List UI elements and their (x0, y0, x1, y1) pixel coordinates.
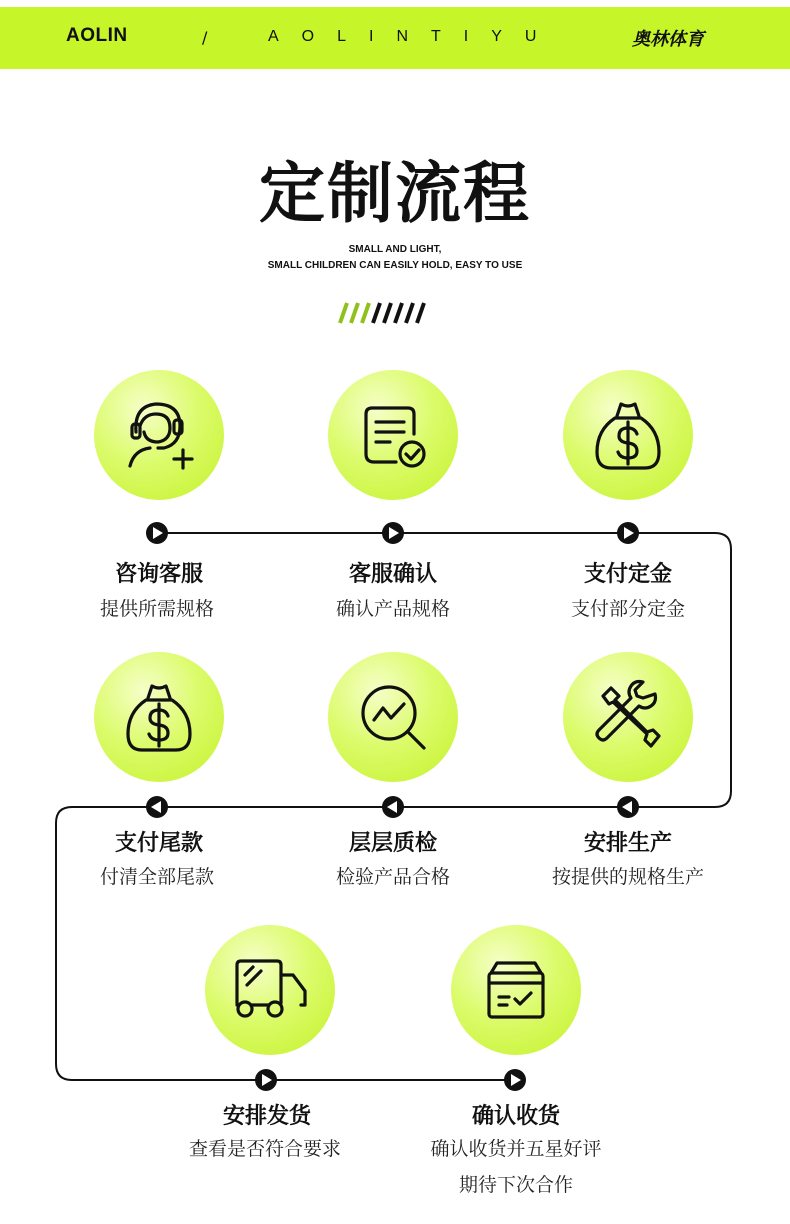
step-1-desc: 提供所需规格 (99, 598, 214, 620)
step-4-desc: 付清全部尾款 (99, 866, 214, 888)
page-title: 定制流程 (259, 155, 531, 232)
flow-marker-right-icon (382, 522, 404, 544)
subtitle-line-2: SMALL CHILDREN CAN EASILY HOLD, EASY TO USE (267, 260, 523, 271)
step-5-circle (328, 652, 458, 782)
step-5-title: 层层质检 (348, 831, 437, 856)
step-4-title: 支付尾款 (114, 831, 203, 856)
step-7-desc: 查看是否符合要求 (188, 1138, 341, 1160)
spaced-brand-text: AOLINTIYU (268, 28, 560, 45)
step-5-desc: 检验产品合格 (335, 866, 450, 888)
money-bag-icon (94, 652, 224, 782)
flow-marker-right-icon (146, 522, 168, 544)
magnifier-chart-icon (328, 652, 458, 782)
document-check-icon (328, 370, 458, 500)
chinese-brand-name: 奥林体育 (632, 29, 704, 50)
step-8-circle (451, 925, 581, 1055)
step-7-title: 安排发货 (222, 1104, 311, 1129)
step-2-circle (328, 370, 458, 500)
step-8-desc: 确认收货并五星好评 (430, 1138, 602, 1160)
delivery-truck-icon (205, 925, 335, 1055)
step-3-desc: 支付部分定金 (570, 598, 685, 620)
step-6-circle (563, 652, 693, 782)
step-1-title: 咨询客服 (114, 562, 203, 587)
brand-logo: AOLIN (66, 25, 128, 46)
step-6-desc: 按提供的规格生产 (551, 866, 704, 888)
step-8-title: 确认收货 (471, 1104, 560, 1129)
tools-icon (563, 652, 693, 782)
money-bag-icon (563, 370, 693, 500)
flow-marker-right-icon (255, 1069, 277, 1091)
step-2-desc: 确认产品规格 (335, 598, 450, 620)
flow-marker-left-icon (382, 796, 404, 818)
step-3-title: 支付定金 (583, 562, 672, 587)
parcel-box-icon (451, 925, 581, 1055)
step-2-title: 客服确认 (348, 562, 437, 587)
step-4-circle (94, 652, 224, 782)
step-6-title: 安排生产 (583, 831, 672, 856)
step-3-circle (563, 370, 693, 500)
step-8-desc-line-2: 期待下次合作 (458, 1174, 573, 1196)
subtitle-line-1: SMALL AND LIGHT, (348, 244, 442, 255)
customer-service-icon (94, 370, 224, 500)
header-divider: / (202, 28, 208, 47)
flow-marker-right-icon (617, 522, 639, 544)
step-7-circle (205, 925, 335, 1055)
flow-marker-left-icon (617, 796, 639, 818)
flow-marker-right-icon (504, 1069, 526, 1091)
flow-marker-left-icon (146, 796, 168, 818)
step-1-circle (94, 370, 224, 500)
